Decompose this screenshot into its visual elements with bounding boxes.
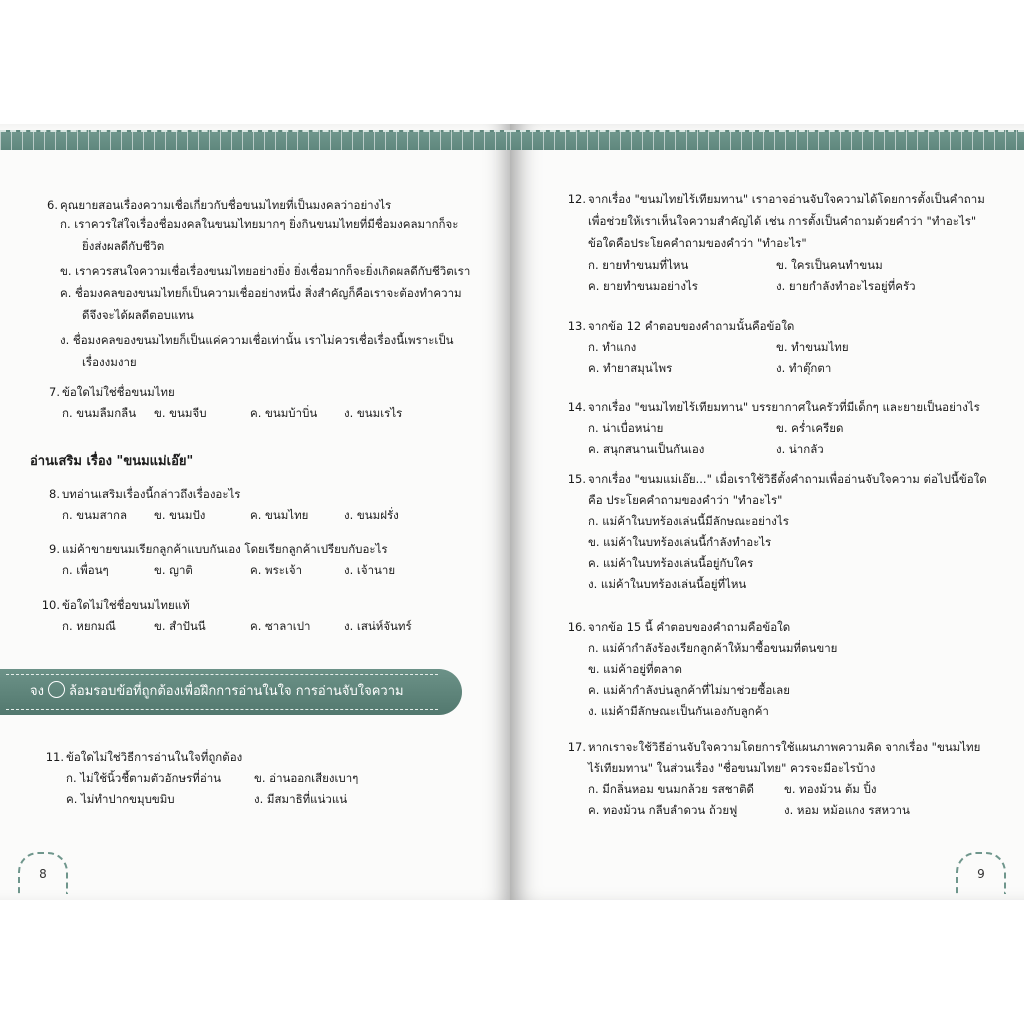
- question-12: [567, 190, 985, 296]
- option-a: ก. ขนมสากล: [62, 508, 128, 522]
- option-d: ง. ทำตุ๊กตา: [776, 361, 832, 375]
- question-16: [567, 618, 838, 721]
- option-a: ก. หยกมณี: [62, 619, 116, 633]
- option-c: ค. ทองม้วน กลีบลำดวน ถ้วยฟู: [588, 803, 738, 817]
- option-b: ข. ขนมจีบ: [154, 406, 207, 420]
- question-text: จากข้อ 12 คำตอบของคำถามนั้นคือข้อใด: [588, 319, 795, 333]
- question-number: 6.: [47, 198, 58, 212]
- question-text: จากเรื่อง "ขนมไทยไร้เทียมทาน" บรรยากาศในครัวที่มีเด็กๆ และยายเป็นอย่างไร: [588, 400, 980, 414]
- option-a: ก. มีกลิ่นหอม ขนมกล้วย รสชาติดี: [588, 782, 755, 796]
- top-decorative-band: [0, 130, 510, 150]
- option-b: ข. ญาติ: [154, 563, 193, 577]
- circle-icon: [48, 681, 65, 698]
- question-number: 8.: [49, 487, 60, 501]
- option-a: ก. แม่ค้ากำลังร้องเรียกลูกค้าให้มาซื้อขนมที่ตนขาย: [588, 641, 838, 655]
- left-page: [0, 124, 510, 900]
- option-b: ข. อ่านออกเสียงเบาๆ: [254, 771, 359, 785]
- option-b: ข. ขนมปัง: [154, 508, 206, 522]
- option-a: ก. เพื่อนๆ: [62, 563, 109, 577]
- question-text: เพื่อช่วยให้เราเห็นใจความสำคัญได้ เช่น การตั้งเป็นคำถามด้วยคำว่า "ทำอะไร": [588, 214, 977, 228]
- option-b: ข. ทองม้วน ต้ม ปิ้ง: [784, 782, 877, 796]
- option-a: ก. เราควรใส่ใจเรื่องชื่อมงคลในขนมไทยมากๆ ยิ่งกินขนมไทยที่มีชื่อมงคลมากก็จะ: [60, 217, 459, 231]
- option-c: ค. สนุกสนานเป็นกันเอง: [588, 442, 705, 456]
- instruction-banner: [0, 669, 462, 715]
- page-number-left: 8: [18, 852, 68, 894]
- open-book: [0, 124, 1024, 900]
- question-text: บทอ่านเสริมเรื่องนี้กล่าวถึงเรื่องอะไร: [62, 487, 241, 501]
- option-a-cont: ยิ่งส่งผลดีกับชีวิต: [82, 239, 165, 253]
- option-c: ค. พระเจ้า: [250, 563, 303, 577]
- banner-prefix: จง: [30, 684, 44, 699]
- question-number: 9.: [49, 542, 60, 556]
- question-text: ไร้เทียมทาน" ในส่วนเรื่อง "ชื่อขนมไทย" ควรจะมีอะไรบ้าง: [588, 761, 876, 775]
- question-text: ข้อใดไม่ใช่ชื่อขนมไทยแท้: [62, 598, 190, 612]
- option-c: ค. ทำยาสมุนไพร: [588, 361, 673, 375]
- question-text: แม่ค้าขายขนมเรียกลูกค้าแบบกันเอง โดยเรียกลูกค้าเปรียบกับอะไร: [62, 542, 388, 556]
- question-text: จากเรื่อง "ขนมไทยไร้เทียมทาน" เราอาจอ่านจับใจความได้โดยการตั้งเป็นคำถาม: [588, 192, 985, 206]
- question-9: [49, 540, 396, 580]
- question-text: คุณยายสอนเรื่องความเชื่อเกี่ยวกับชื่อขนมไทยที่เป็นมงคลว่าอย่างไร: [60, 198, 392, 212]
- option-a: ก. ยายทำขนมที่ไหน: [588, 258, 689, 272]
- page-number-right: 9: [956, 852, 1006, 894]
- option-d: ง. เสน่ห์จันทร์: [344, 619, 412, 633]
- section-title: อ่านเสริม เรื่อง "ขนมแม่เอ๊ย": [30, 454, 194, 469]
- banner-text: ล้อมรอบข้อที่ถูกต้องเพื่อฝึกการอ่านในใจ การอ่านจับใจความ: [68, 684, 404, 699]
- question-number: 17.: [567, 740, 586, 754]
- question-number: 13.: [567, 319, 586, 333]
- option-b: ข. คร่ำเครียด: [776, 421, 844, 435]
- question-6: [47, 196, 471, 372]
- question-number: 12.: [567, 192, 586, 206]
- question-7: [49, 383, 403, 423]
- question-13: [567, 317, 849, 378]
- question-text: ข้อใดไม่ใช่ชื่อขนมไทย: [62, 385, 175, 399]
- option-c: ค. ไม่ทำปากขมุบขมิบ: [66, 792, 175, 806]
- option-b: ข. สำปันนี: [154, 619, 206, 633]
- option-c: ค. แม่ค้าในบทร้องเล่นนี้อยู่กับใคร: [588, 556, 754, 570]
- question-17: [567, 738, 981, 820]
- option-d: ง. ยายกำลังทำอะไรอยู่ที่ครัว: [776, 279, 916, 293]
- right-page: [510, 124, 1024, 900]
- option-d: ง. น่ากลัว: [776, 442, 824, 456]
- option-d: ง. ขนมฝรั่ง: [344, 508, 399, 522]
- option-b: ข. ทำขนมไทย: [776, 340, 849, 354]
- question-11: [45, 748, 359, 809]
- question-number: 14.: [567, 400, 586, 414]
- option-c: ค. ขนมบ้าบิ่น: [250, 406, 318, 420]
- option-d-cont: เรื่องงมงาย: [82, 355, 137, 369]
- option-d: ง. มีสมาธิที่แน่วแน่: [254, 792, 348, 806]
- option-d: ง. แม่ค้ามีลักษณะเป็นกันเองกับลูกค้า: [588, 704, 769, 718]
- option-c: ค. ชื่อมงคลของขนมไทยก็เป็นความเชื่ออย่างหนึ่ง สิ่งสำคัญก็คือเราจะต้องทำความ: [60, 286, 462, 300]
- top-decorative-band: [510, 130, 1024, 150]
- option-d: ง. แม่ค้าในบทร้องเล่นนี้อยู่ที่ไหน: [588, 577, 747, 591]
- option-b: ข. ใครเป็นคนทำขนม: [776, 258, 883, 272]
- question-number: 16.: [567, 620, 586, 634]
- question-text: หากเราจะใช้วิธีอ่านจับใจความโดยการใช้แผนภาพความคิด จากเรื่อง "ขนมไทย: [588, 740, 981, 754]
- option-d: ง. ชื่อมงคลของขนมไทยก็เป็นแค่ความเชื่อเท่านั้น เราไม่ควรเชื่อเรื่องนี้เพราะเป็น: [60, 333, 454, 347]
- question-14: [567, 398, 980, 459]
- question-number: 7.: [49, 385, 60, 399]
- question-text: จากข้อ 15 นี้ คำตอบของคำถามคือข้อใด: [588, 620, 791, 634]
- question-15: [567, 470, 987, 594]
- option-c-cont: ดีจึงจะได้ผลดีตอบแทน: [82, 308, 194, 322]
- option-c: ค. ยายทำขนมอย่างไร: [588, 279, 698, 293]
- question-number: 11.: [45, 750, 64, 764]
- option-a: ก. น่าเบื่อหน่าย: [588, 421, 664, 435]
- option-b: ข. แม่ค้าในบทร้องเล่นนี้กำลังทำอะไร: [588, 535, 772, 549]
- option-c: ค. แม่ค้ากำลังบ่นลูกค้าที่ไม่มาช่วยซื้อเลย: [588, 683, 790, 697]
- option-d: ง. เจ้านาย: [344, 563, 396, 577]
- option-c: ค. ซาลาเปา: [250, 619, 311, 633]
- question-text: ข้อใดคือประโยคคำถามของคำว่า "ทำอะไร": [588, 236, 807, 250]
- question-number: 15.: [567, 472, 586, 486]
- question-text: คือ ประโยคคำถามของคำว่า "ทำอะไร": [588, 493, 783, 507]
- question-text: ข้อใดไม่ใช่วิธีการอ่านในใจที่ถูกต้อง: [66, 750, 243, 764]
- question-number: 10.: [41, 598, 60, 612]
- question-8: [49, 485, 399, 525]
- option-b: ข. เราควรสนใจความเชื่อเรื่องขนมไทยอย่างยิ่ง ยิ่งเชื่อมากก็จะยิ่งเกิดผลดีกับชีวิตเรา: [60, 264, 471, 278]
- option-a: ก. ขนมลืมกลืน: [62, 406, 137, 420]
- option-a: ก. ทำแกง: [588, 340, 637, 354]
- option-a: ก. แม่ค้าในบทร้องเล่นนี้มีลักษณะอย่างไร: [588, 514, 789, 528]
- option-d: ง. ขนมเรไร: [344, 406, 403, 420]
- option-b: ข. แม่ค้าอยู่ที่ตลาด: [588, 662, 682, 676]
- question-10: [41, 596, 412, 636]
- option-a: ก. ไม่ใช้นิ้วชี้ตามตัวอักษรที่อ่าน: [66, 771, 222, 785]
- question-text: จากเรื่อง "ขนมแม่เอ๊ย..." เมื่อเราใช้วิธีตั้งคำถามเพื่ออ่านจับใจความ ต่อไปนี้ข้อใด: [588, 472, 987, 486]
- option-c: ค. ขนมไทย: [250, 508, 309, 522]
- option-d: ง. หอม หม้อแกง รสหวาน: [784, 803, 910, 817]
